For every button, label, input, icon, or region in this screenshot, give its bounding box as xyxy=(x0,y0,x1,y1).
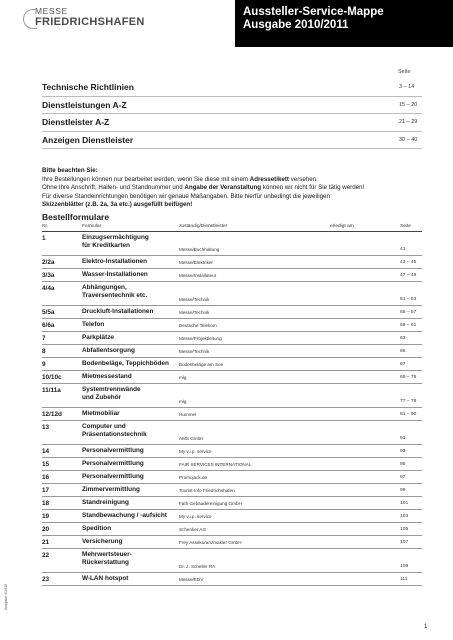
table-row xyxy=(42,471,422,484)
row-pages: 111 xyxy=(400,577,408,582)
toc-item-label: Technische Richtlinien xyxy=(42,82,134,92)
toc-item xyxy=(42,132,422,150)
row-number: 16 xyxy=(42,474,50,481)
row-pages: 51 – 53 xyxy=(400,297,417,302)
row-form-name-line1: Personalvermittlung xyxy=(82,473,144,480)
row-pages: 97 xyxy=(400,475,406,480)
row-form-name xyxy=(82,271,148,279)
row-number: 7 xyxy=(42,335,46,342)
row-form-name xyxy=(82,373,132,381)
row-form-name xyxy=(82,284,147,300)
table-row xyxy=(42,573,422,586)
row-form-name-line2: Rückerstattung xyxy=(82,559,129,566)
row-provider: Dr. J. Scheller RA xyxy=(179,564,216,569)
row-number: 22 xyxy=(42,552,50,559)
row-form-name xyxy=(82,360,169,368)
notice-emphasis: Adressetikett xyxy=(249,175,289,183)
row-form-name-line1: Abhängungen, xyxy=(82,284,127,291)
toc-item xyxy=(42,79,422,97)
row-number: 18 xyxy=(42,500,50,507)
row-form-name xyxy=(82,308,153,316)
row-provider: Messe/Elektriker xyxy=(179,260,213,265)
row-provider: Hummel xyxy=(179,412,197,417)
row-form-name-line2: Traversentechnik etc. xyxy=(82,292,148,299)
messe-logo xyxy=(35,7,145,28)
row-form-name-line1: Mietmobiliar xyxy=(82,410,120,417)
row-provider: Schenker AG xyxy=(179,527,207,532)
row-form-name xyxy=(82,347,135,355)
notice-block xyxy=(42,167,427,210)
row-number: 10/10c xyxy=(42,374,62,381)
row-pages: 103 xyxy=(400,514,409,519)
row-provider: AMS GmbH xyxy=(179,436,204,441)
row-provider: mlg xyxy=(179,375,187,380)
row-provider: Messe/Installateur xyxy=(179,273,217,278)
toc-seite-label: Seite xyxy=(398,69,411,75)
table-row xyxy=(42,484,422,497)
row-form-name xyxy=(82,460,144,468)
row-provider: My v.i.p. service xyxy=(179,514,212,519)
row-pages: 81 – 90 xyxy=(400,412,417,417)
row-form-name xyxy=(82,473,144,481)
table-row xyxy=(42,232,422,256)
edition-side-text: Ausgabe 4/2010 xyxy=(4,583,8,610)
notice-text: Ohne Ihre Anschrift, Hallen- und Standnummer und xyxy=(42,184,185,191)
row-number: 8 xyxy=(42,348,46,355)
forms-table-body xyxy=(42,232,422,586)
table-row xyxy=(42,256,422,269)
row-form-name-line1: Elektro-Installationen xyxy=(82,258,147,265)
row-form-name-line1: Bodenbeläge, Teppichböden xyxy=(82,360,169,367)
row-form-name-line1: Standbewachung / -aufsicht xyxy=(82,512,167,519)
row-provider: Messe/EDV xyxy=(179,577,204,582)
row-form-name-line1: Personalvermittlung xyxy=(82,447,144,454)
row-form-name xyxy=(82,538,123,546)
row-form-name-line1: Abfallentsorgung xyxy=(82,347,135,354)
notice-text: können wir nicht für Sie tätig werden! xyxy=(261,184,365,191)
table-row xyxy=(42,371,422,384)
row-number: 12/12d xyxy=(42,411,62,418)
table-row xyxy=(42,523,422,536)
table-row xyxy=(42,510,422,523)
row-provider: Messe/Buchhaltung xyxy=(179,247,220,252)
row-pages: 69 – 75 xyxy=(400,375,417,380)
notice-line-1 xyxy=(42,176,427,185)
toc-item-label: Anzeigen Dienstleister xyxy=(42,134,134,145)
row-number: 21 xyxy=(42,539,50,546)
row-form-name-line1: Systemtrennwände xyxy=(82,386,141,393)
row-form-name-line1: Standreinigung xyxy=(82,499,129,506)
row-provider: FAIR SERVICES INTERNATIONAL xyxy=(179,462,252,467)
col-formular-header: Formular xyxy=(82,224,102,229)
table-row xyxy=(42,345,422,358)
row-form-name xyxy=(82,447,144,455)
row-pages: 47 – 49 xyxy=(400,273,417,278)
col-erledigt-header: erledigt am xyxy=(330,224,354,229)
row-pages: 65 xyxy=(400,349,406,354)
row-form-name xyxy=(82,525,111,533)
table-row xyxy=(42,408,422,421)
row-form-name xyxy=(82,334,114,342)
row-form-name xyxy=(82,551,132,567)
row-provider: Messe/Projektleitung xyxy=(179,336,222,341)
toc-item-label: Dienstleister A-Z xyxy=(42,117,110,127)
row-form-name-line1: Telefon xyxy=(82,321,105,328)
row-pages: 105 xyxy=(400,527,409,532)
notice-text: Ihre Bestellungen können nur bearbeitet werden, wenn Sie diese mit einem xyxy=(42,175,250,183)
notice-line-2 xyxy=(42,184,427,193)
row-number: 5/5a xyxy=(42,309,55,316)
row-form-name xyxy=(82,258,147,266)
document-edition: Ausgabe 2010/2011 xyxy=(243,19,349,31)
row-pages: 59 – 61 xyxy=(400,323,417,328)
toc-item-pages: 21 – 29 xyxy=(399,119,418,125)
row-form-name-line1: Personalvermittlung xyxy=(82,460,144,467)
row-form-name xyxy=(82,234,149,250)
row-form-name xyxy=(82,321,104,329)
table-row xyxy=(42,384,422,408)
table-row xyxy=(42,536,422,549)
row-number: 19 xyxy=(42,513,50,520)
col-zustaendig-header: zuständig/Dienstleister xyxy=(179,224,228,229)
row-number: 6/6a xyxy=(42,322,55,329)
row-number: 15 xyxy=(42,461,50,468)
row-form-name xyxy=(82,410,120,418)
page-header xyxy=(0,0,453,47)
row-form-name xyxy=(82,386,141,402)
row-form-name-line1: Mietmessestand xyxy=(82,373,132,380)
logo-text-top: MESSE xyxy=(35,6,68,16)
row-number: 23 xyxy=(42,576,50,583)
row-form-name-line1: Mehrwertsteuer- xyxy=(82,551,132,558)
row-number: 3/3a xyxy=(42,272,55,279)
row-provider: Frey Assekuranzmakler GmbH xyxy=(179,540,242,545)
row-form-name-line1: W-LAN hotspot xyxy=(82,575,129,582)
toc-item-pages: 30 – 40 xyxy=(399,136,418,143)
row-provider: Bodenbeläge am See xyxy=(179,362,224,367)
row-pages: 77 – 79 xyxy=(400,399,417,404)
row-form-name-line1: Computer und xyxy=(82,423,126,430)
row-pages: 41 xyxy=(400,247,406,252)
table-row xyxy=(42,332,422,345)
table-row xyxy=(42,445,422,458)
toc-item-label: Dienstleistungen A-Z xyxy=(42,99,127,110)
logo-text-bottom: FRIEDRICHSHAFEN xyxy=(35,16,145,28)
notice-text: versehen. xyxy=(288,175,318,183)
row-form-name-line1: Versicherung xyxy=(82,538,123,545)
row-form-name-line1: Spedition xyxy=(82,525,112,532)
table-of-contents xyxy=(42,79,422,149)
row-form-name-line1: Druckluft-Installationen xyxy=(82,308,154,315)
row-number: 4/4a xyxy=(42,285,55,292)
row-form-name-line2: Präsentationstechnik xyxy=(82,431,147,438)
page-number: 1 xyxy=(424,624,428,630)
forms-table xyxy=(42,222,422,586)
row-number: 2/2a xyxy=(42,259,55,266)
row-provider: Deutsche Telekom xyxy=(179,323,217,328)
col-seite-header: Seite xyxy=(400,224,411,229)
table-row xyxy=(42,458,422,471)
logo-arc-icon xyxy=(23,9,37,29)
row-number: 9 xyxy=(42,361,46,368)
row-pages: 99 xyxy=(400,488,406,493)
notice-heading: Bitte beachten Sie: xyxy=(42,167,98,174)
row-pages: 93 xyxy=(400,449,406,454)
table-row xyxy=(42,549,422,573)
row-pages: 43 – 45 xyxy=(400,260,417,265)
table-row xyxy=(42,497,422,510)
toc-item-pages: 15 – 20 xyxy=(399,101,418,108)
row-number: 17 xyxy=(42,487,50,494)
row-pages: 63 xyxy=(400,336,406,341)
row-number: 11/11a xyxy=(42,387,61,394)
row-pages: 101 xyxy=(400,501,409,506)
col-nr-header: Nr. xyxy=(42,224,49,229)
toc-item xyxy=(42,114,422,132)
row-provider: Messe/Technik xyxy=(179,310,210,315)
row-provider: My v.i.p. service xyxy=(179,449,212,454)
row-form-name-line1: Parkplätze xyxy=(82,334,114,341)
row-number: 20 xyxy=(42,526,50,533)
document-title: Aussteller-Service-Mappe xyxy=(243,6,384,18)
row-pages: 107 xyxy=(400,540,409,545)
notice-line-4: Skizzenblätter (z.B. 2a, 3a etc.) ausgefüllt beifügen! xyxy=(42,201,193,208)
table-row xyxy=(42,306,422,319)
row-form-name xyxy=(82,512,167,520)
forms-table-header xyxy=(42,222,422,232)
table-row xyxy=(42,421,422,445)
toc-item-pages: 3 – 14 xyxy=(399,84,415,90)
row-form-name xyxy=(82,423,147,439)
row-pages: 67 xyxy=(400,362,406,367)
title-box xyxy=(235,0,453,47)
row-provider: Promojack.de xyxy=(179,475,208,480)
row-number: 1 xyxy=(42,235,46,242)
table-row xyxy=(42,319,422,332)
row-provider: Messe/Technik xyxy=(179,349,210,354)
row-pages: 91 xyxy=(400,436,406,441)
row-pages: 109 xyxy=(400,564,409,569)
row-form-name-line1: Zimmervermittlung xyxy=(82,486,140,493)
table-row xyxy=(42,269,422,282)
notice-line-3: Für diverse Standeinrichtungen benötigen wir genaue Maßangaben. Bitte hierfür unbedingt die jeweiligen xyxy=(42,192,330,200)
row-form-name-line1: Einzugsermächtigung xyxy=(82,234,149,241)
row-provider: Tourist-Info Friedrichshafen xyxy=(179,488,235,493)
row-pages: 55 – 57 xyxy=(400,310,417,315)
row-form-name-line2: und Zubehör xyxy=(82,394,122,401)
table-row xyxy=(42,358,422,371)
row-form-name xyxy=(82,575,128,583)
row-form-name-line1: Wasser-Installationen xyxy=(82,271,148,278)
row-form-name-line2: für Kreditkarten xyxy=(82,242,130,249)
row-form-name xyxy=(82,486,140,494)
row-provider: Messe/Technik xyxy=(179,297,210,302)
row-provider: Fath Gebäudereinigung GmbH xyxy=(179,501,242,506)
toc-item xyxy=(42,97,422,115)
row-number: 13 xyxy=(42,424,50,431)
forms-section-title: Bestellformulare xyxy=(42,212,110,222)
row-form-name xyxy=(82,499,129,507)
row-provider: mlg xyxy=(179,399,187,404)
row-number: 14 xyxy=(42,448,50,455)
notice-emphasis: Angabe der Veranstaltung xyxy=(184,184,262,191)
table-row xyxy=(42,282,422,306)
row-pages: 95 xyxy=(400,462,406,467)
